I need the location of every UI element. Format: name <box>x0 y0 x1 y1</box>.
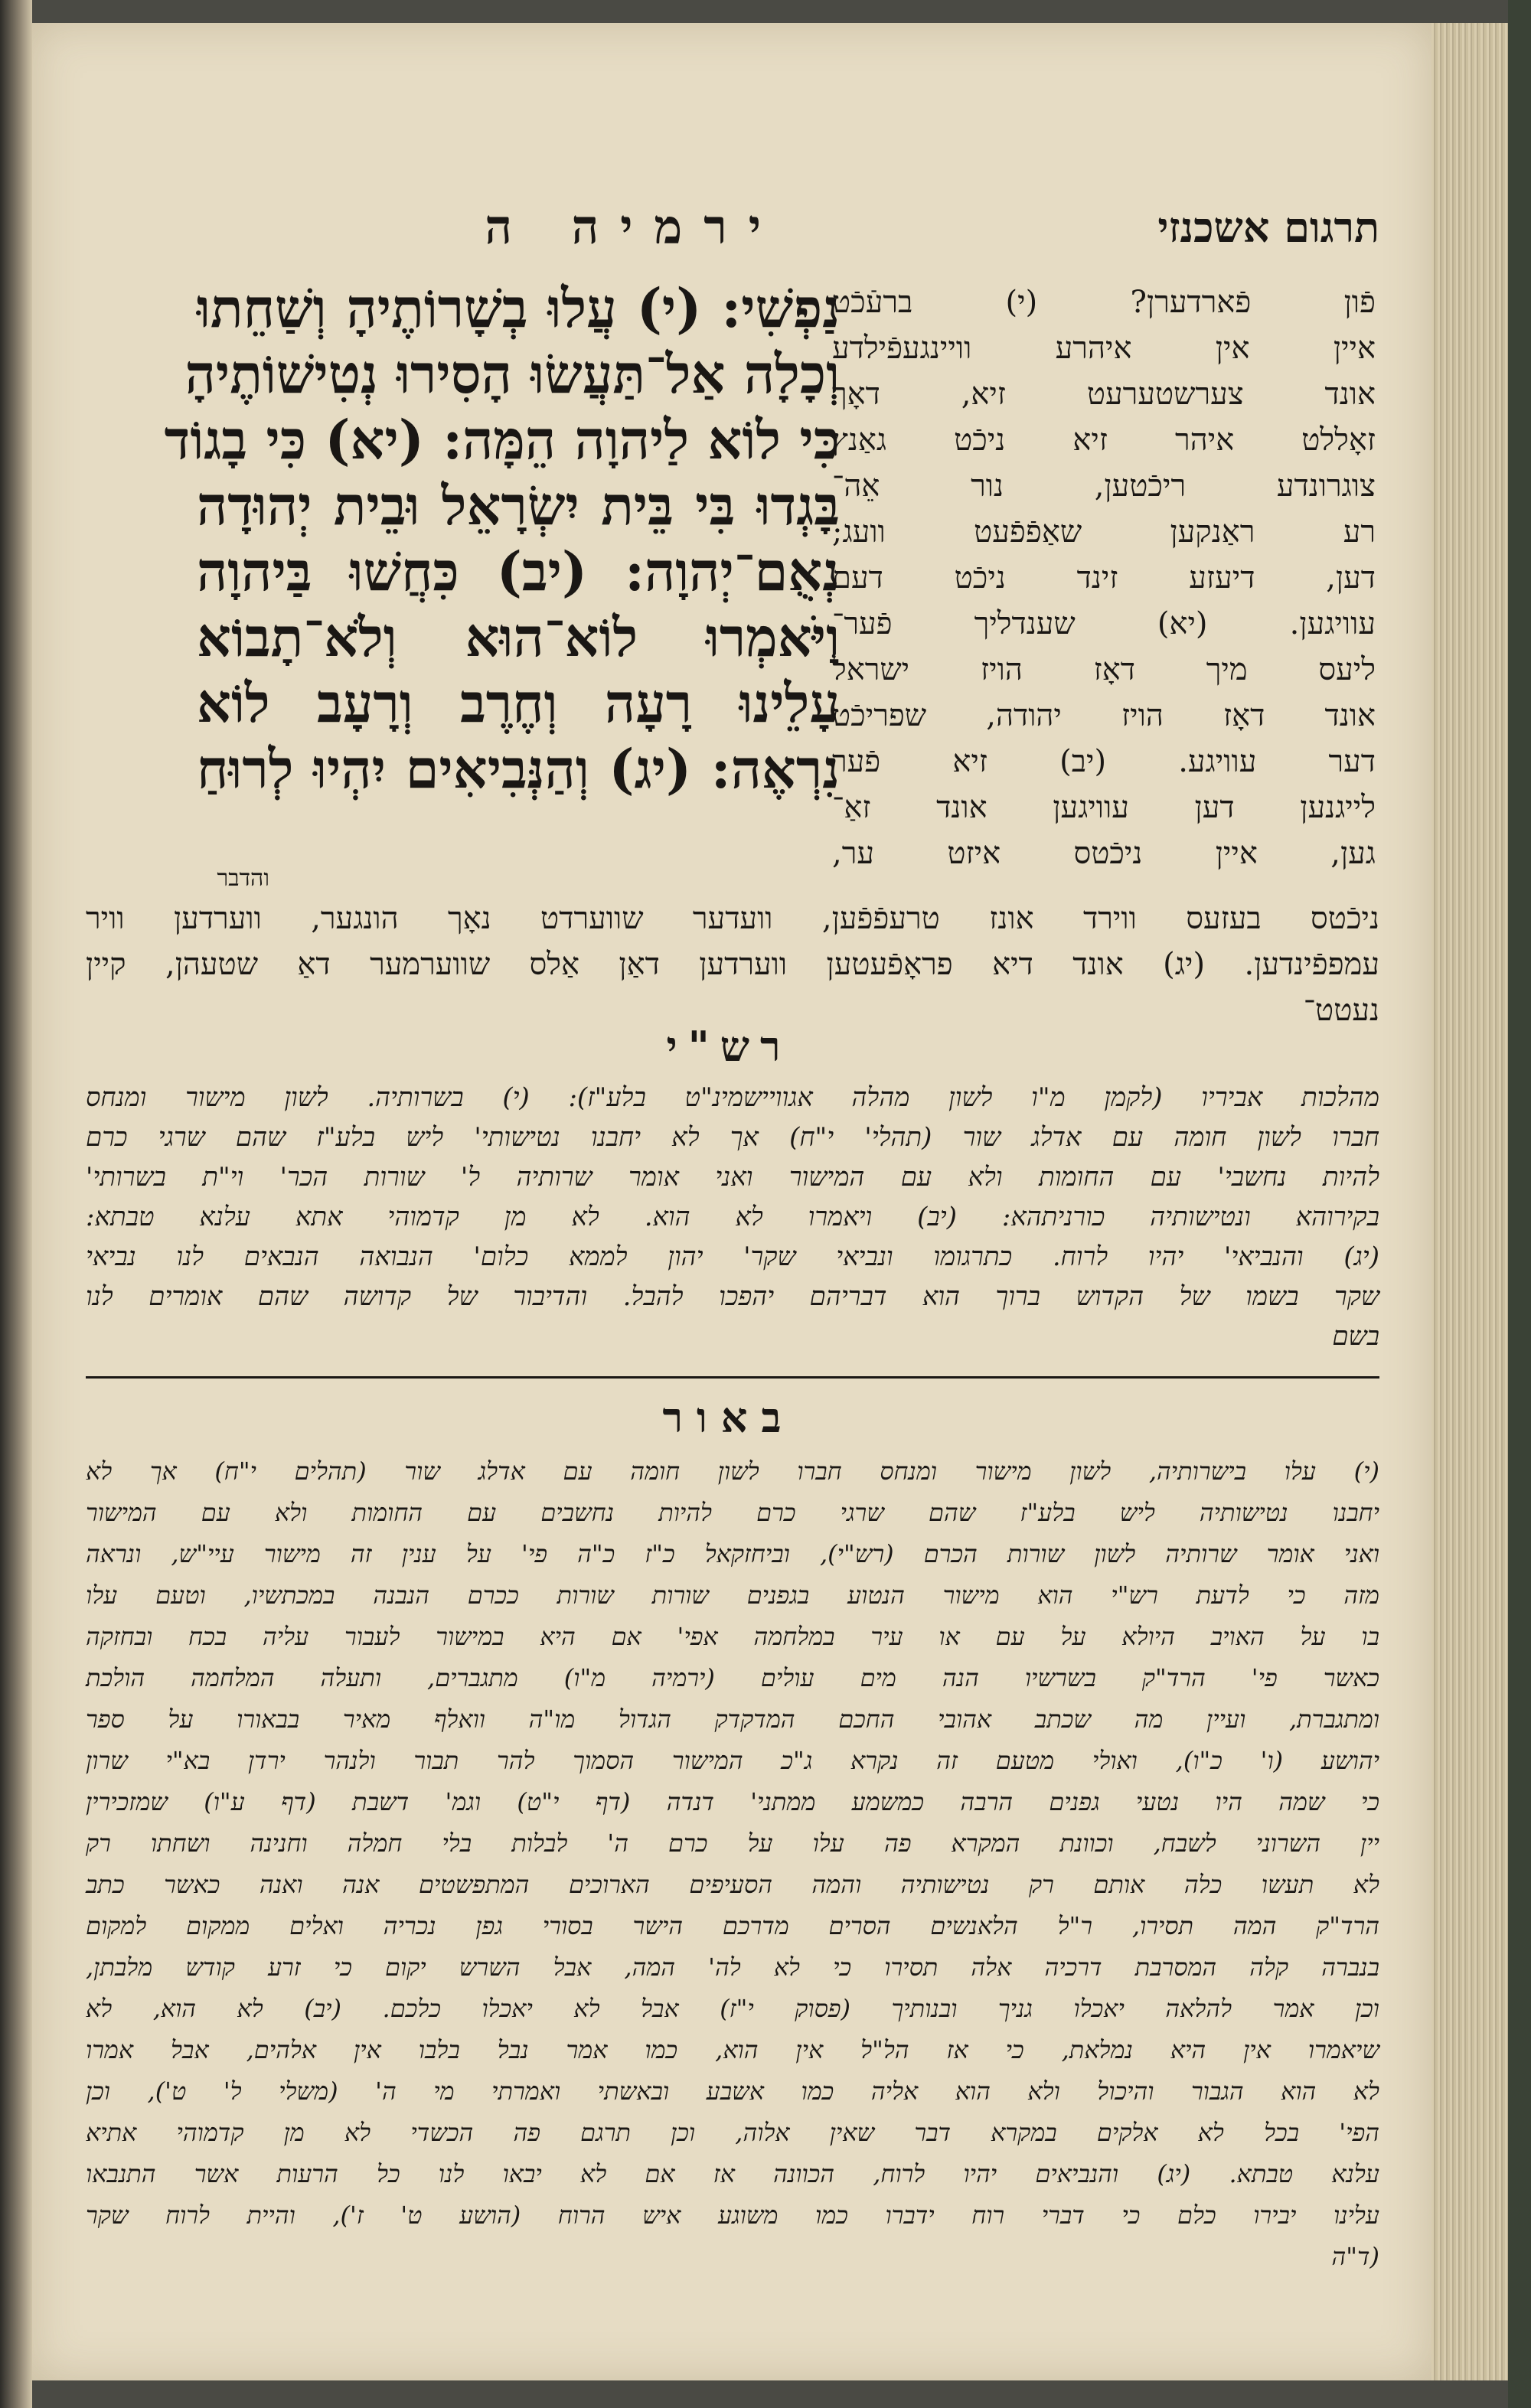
translation-line: עמפפֿינדען. (יג) אונד דיא פראָפֿעטען ווערדען דאַן אַלס שווערמער דאַ שטעהן, קיין <box>86 947 1379 982</box>
bible-line: וַיֹּאמְרוּ לוֹא־הוּא וְלֹא־תָבוֹא <box>197 605 840 669</box>
translation-column <box>832 279 1376 876</box>
biur-line: הפי' בכל לא אלקים במקרא דבר שאין אלוה, וכן תרגם פה הכשדי לא מן קדמוהי אתיא <box>86 2118 1380 2147</box>
translation-line: זאָללט איהר זיא ניכֿט גאַנץ <box>832 423 1376 458</box>
biur-line: עלינו יבירו כלם כי דברי רוח ידברו כמו משוגע איש הרוח (הושע ט' ז'), והיית לרוח שקר <box>86 2201 1379 2230</box>
translation-line: אונד דאָז הויז יהודה, שפריכֿט <box>832 698 1376 733</box>
biur-line: (י) עלו בישרותיה, לשון מישור ומנחס חברו לשון חומה עם אדלג שור (תהלים י"ח) אך לא <box>86 1457 1379 1486</box>
biur-line: מזה כי לדעת רש"י הוא מישור הנטוע בגפנים שורות שורות ככרם הנבנה במכתשיו, וטעם עלו <box>86 1581 1379 1610</box>
biur-line: בו על האויב היולא על עם או עיר במלחמה אפי' אם היא במישור לעבור עליה בכח ובחזקה <box>86 1622 1379 1651</box>
biur-line: כי שמה היו נטעי גפנים הרבה כמשמע ממתני' דנדה (דף י"ט) וגמ' דשבת (דף ע"ו) שמזכירין <box>86 1787 1380 1816</box>
page-fore-edge <box>1431 23 1508 2380</box>
bible-line: כִּי לוֹא לַיהוָה הֵמָּה: (יא) כִּי בָגוֹד <box>164 408 840 471</box>
translation-line: רע ראַנקען שאַפֿפֿעט וועג; <box>832 514 1376 550</box>
biur-line: לא הוא הגבור והיכול ולא הוא אליה כמו אשבע ובאשתי ואמרתי מי ה' (משלי ל' ט'), וכן <box>86 2077 1379 2106</box>
biur-heading: באור <box>662 1393 795 1442</box>
biur-line: ומתגברת, ועיין מה שכתב אהובי החכם המדקדק הגדול מו"ה וואלף מאיר בבאורו על ספר <box>86 1705 1380 1734</box>
bible-line: נְאֻם־יְהוָה: (יב) כִּחֲשׁוּ בַּיהוָה <box>197 540 840 603</box>
bible-text-column <box>164 276 840 802</box>
rashi-commentary <box>86 1078 1379 1356</box>
biur-commentary <box>86 1450 1379 2277</box>
translation-line: דער עוויגע. (יב) זיא פֿער <box>832 744 1376 779</box>
rashi-heading: רש"י <box>666 1022 792 1071</box>
bible-line: וְכָלָה אַל־תַּעֲשׂוּ הָסִירוּ נְטִישׁוֹתֶיהָ <box>184 342 840 406</box>
translation-line: נעטט־ <box>1303 993 1379 1028</box>
running-head-book: ירמיה ה <box>485 199 782 255</box>
biur-line: הרד"ק המה תסירו, ר"ל הלאנשים הסרים מדרכם הישר בסורי גפן נכריה ואלים ממקום למקום <box>86 1911 1379 1940</box>
catchword: והדבר <box>217 865 269 892</box>
section-divider <box>86 1376 1379 1379</box>
rashi-line: (יג) והנביאי' יהיו לרוח. כתרגומו ונביאי שקר' יהון לממא כלום' הנבואה הנבאים לנו נביאי <box>86 1242 1379 1272</box>
biur-line: כאשר פי' הרד"ק בשרשיו הנה מים עולים (ירמיה מ"ו) מתגברים, ותעלה המלחמה הולכת <box>86 1663 1380 1692</box>
bible-line: נִרְאֶה: (יג) וְהַנְּבִיאִים יִהְיוּ לְרוּחַ <box>197 737 840 801</box>
biur-line: וכן אמר להלאה יאכלו גניך ובנותיך (פסוק י"ז) אבל לא יאכלו כלכם. (יב) לא הוא, לא <box>86 1994 1379 2023</box>
biur-line: בנברה קלה המסרבת דרכיה אלה תסירו כי לא לה' המה, אבל השרש יקום כי זרע קודש מלבתן, <box>86 1953 1379 1982</box>
book-cover-edge <box>1508 0 1531 2408</box>
rashi-line: בקירוהא ונטישותיה כורניתהא: (יב) ויאמרו לא הוא. לא מן קדמוהי אתא עלנא טבתא: <box>86 1202 1379 1232</box>
translation-line: גען, איין ניכֿטס איזט ער, <box>832 836 1376 871</box>
bible-line: נַפְשִׁי: (י) עֲלוּ בְשָׁרוֹתֶיהָ וְשַׁחֵתוּ <box>197 276 840 340</box>
biur-line: שיאמרו אין היא נמלאת, כי אז הל"ל אין הוא, כמו אמר נבל בלבו אין אלהים, אבל אמרו <box>86 2035 1379 2064</box>
biur-line: ואני אומר שרותיה לשון שורות הכרם (רש"י), וביחזקאל כ"ז כ"ה פי' על ענין זה מישור עיי"ש, ונראה <box>86 1539 1379 1568</box>
rashi-line: חברו לשון חומה עם אדלג שור (תהלי' י"ח) אך לא יחבנו נטישותי' ליש בלע"ז שהם שרגי כרם <box>86 1122 1379 1153</box>
rashi-line: שקר בשמו של הקדוש ברוך הוא דבריהם יהפכו להבל. והדיבור של קדושה שהם אומרים לנו <box>86 1281 1379 1312</box>
translation-line: דען, דיעזע זינד ניכֿט דעם <box>832 560 1376 595</box>
running-head-translation: תרגום אשכנזי <box>1157 203 1379 252</box>
biur-line: יחבנו נטישותיה ליש בלע"ז שהם שרגי כרם להיות נחשבים עם החומות ולא עם המישור <box>86 1498 1379 1527</box>
translation-line: ליעס מיך דאָז הויז ישראל <box>832 652 1376 687</box>
bible-line: בָּגְדוּ בִּי בֵּית יִשְׂרָאֵל וּבֵית יְהוּדָה <box>197 474 840 537</box>
translation-continuation <box>86 896 1379 1033</box>
rashi-line: מהלכות אביריו (לקמן מ"ו לשון מהלה אגוויישמינ"ט בלע"ז): (י) בשרותיה. לשון מישור ומנחס <box>86 1082 1379 1113</box>
translation-line: צוגרונדע ריכֿטען, נור אֵה־ <box>832 468 1376 504</box>
translation-line: עוויגען. (יא) שענדליך פֿער־ <box>832 606 1376 641</box>
biur-line: יהושע (ו' כ"ו), ואולי מטעם זה נקרא ג"כ המישור הסמוך להר תבור ולנהר ירדן בא"י שרון <box>86 1746 1380 1775</box>
book-page <box>32 23 1431 2380</box>
translation-line: לייגנען דען עוויגען אונד זאַ־ <box>832 790 1376 825</box>
book-gutter <box>0 0 32 2408</box>
biur-line: יין השרוני לשבח, וכוונת המקרא פה עלו על כרם ה' לבלות בלי חמלה וחנינה ושחתו רק <box>86 1829 1379 1858</box>
translation-line: אונד צערשטערעט זיא, דאָך <box>832 377 1376 412</box>
translation-line: ניכֿטס בעזעס ווירד אונז טרעפֿפֿען, וועדער שווערדט נאָך הונגער, ווערדען וויר <box>86 901 1379 936</box>
translation-line: פֿון פֿארדערן? (י) ברעֿכֿט <box>832 285 1376 320</box>
rashi-line: בשם <box>1332 1321 1379 1352</box>
biur-line: (ד"ה <box>1331 2242 1379 2271</box>
biur-line: עלנא טבתא. (יג) והנביאים יהיו לרוח, הכוונה אז אם לא יבאו לנו כל הרעות אשר התנבאו <box>86 2159 1380 2188</box>
translation-line: איין אין איהרע וויינגעפֿילדע <box>832 331 1376 366</box>
biur-line: לא תעשו כלה אותם רק נטישותיה והמה הסעיפים הארוכים המתפשטים אנה ואנה כאשר כתב <box>86 1870 1379 1899</box>
rashi-line: להיות נחשבי' עם החומות ולא עם המישור ואני אומר שרותיה ל' שורות הכר' וי"ת בשרותי' <box>86 1162 1379 1193</box>
bible-line: עָלֵינוּ רָעָה וְחֶרֶב וְרָעָב לוֹא <box>197 671 840 735</box>
